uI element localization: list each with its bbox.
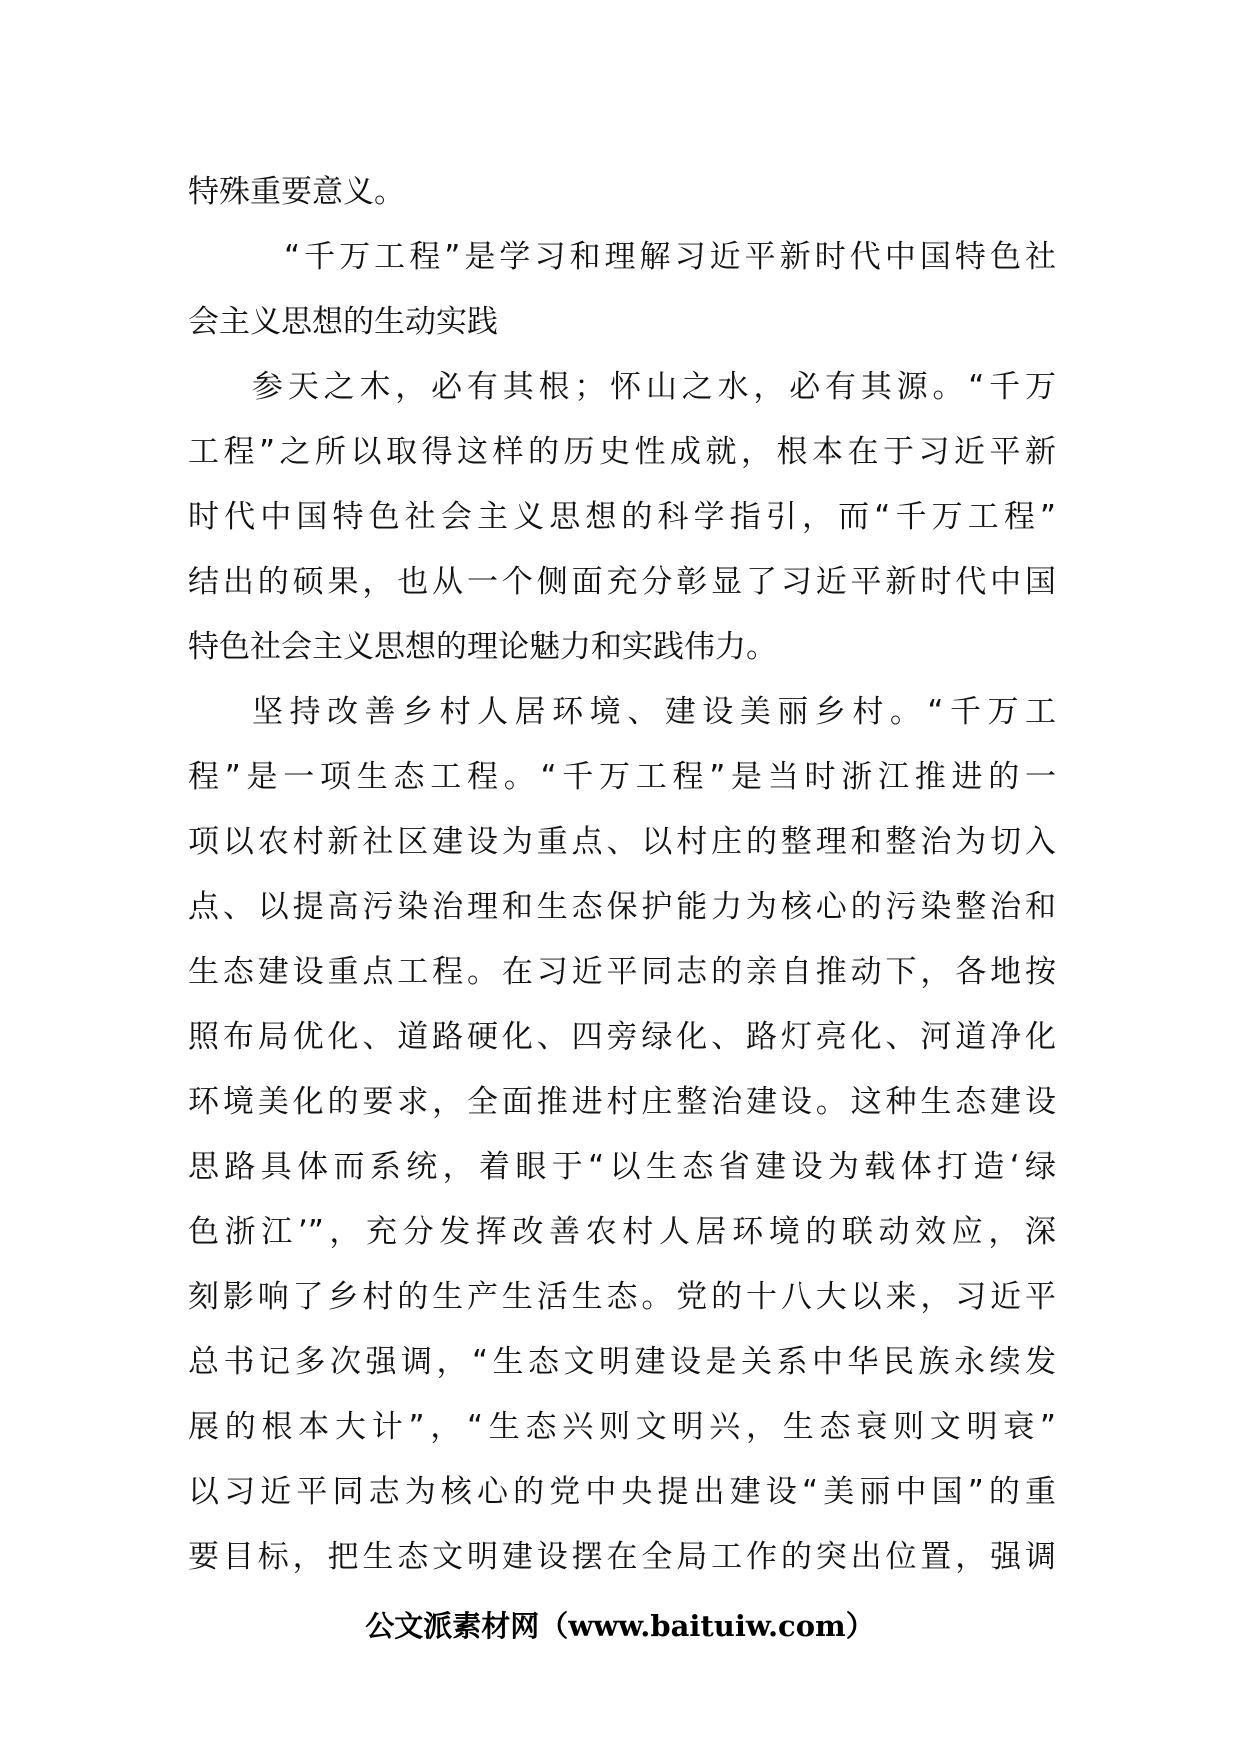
text-line: 特殊重要意义。 [188, 174, 405, 210]
text-line: 项以农村新社区建设为重点、以村庄的整理和整治为切入 [188, 824, 1056, 860]
text-line: 会主义思想的生动实践 [188, 304, 498, 340]
text-line: 展的根本大计”，“生态兴则文明兴，生态衰则文明衰” [188, 1409, 1056, 1445]
text-line: 生态建设重点工程。在习近平同志的亲自推动下，各地按 [188, 954, 1056, 990]
text-line: 刻影响了乡村的生产生活生态。党的十八大以来，习近平 [188, 1279, 1056, 1315]
document-body [188, 160, 1056, 1590]
text-line: 要目标，把生态文明建设摆在全局工作的突出位置，强调 [188, 1539, 1056, 1575]
text-line: 坚持改善乡村人居环境、建设美丽乡村。“千万工 [252, 694, 1056, 730]
text-line: 程”是一项生态工程。“千万工程”是当时浙江推进的一 [188, 759, 1056, 795]
text-line: “千万工程”是学习和理解习近平新时代中国特色社 [284, 239, 1056, 275]
text-line: 结出的硕果，也从一个侧面充分彰显了习近平新时代中国 [188, 564, 1056, 600]
text-line: 照布局优化、道路硬化、四旁绿化、路灯亮化、河道净化 [188, 1019, 1056, 1055]
text-line: 时代中国特色社会主义思想的科学指引，而“千万工程” [188, 499, 1056, 535]
text-line: 点、以提高污染治理和生态保护能力为核心的污染整治和 [188, 889, 1056, 925]
text-line: 总书记多次强调，“生态文明建设是关系中华民族永续发 [188, 1344, 1056, 1380]
text-line: 思路具体而系统，着眼于“以生态省建设为载体打造‘绿 [188, 1149, 1056, 1185]
footer-watermark: 公文派素材网（www.baituiw.com） [365, 1609, 875, 1643]
text-line: 工程”之所以取得这样的历史性成就，根本在于习近平新 [188, 434, 1056, 470]
text-line: 参天之木，必有其根；怀山之水，必有其源。“千万 [252, 369, 1056, 405]
text-line: 环境美化的要求，全面推进村庄整治建设。这种生态建设 [188, 1084, 1056, 1120]
text-line: 色浙江’”，充分发挥改善农村人居环境的联动效应，深 [188, 1214, 1056, 1250]
text-line: 以习近平同志为核心的党中央提出建设“美丽中国”的重 [188, 1474, 1056, 1510]
text-line: 特色社会主义思想的理论魅力和实践伟力。 [188, 629, 777, 665]
